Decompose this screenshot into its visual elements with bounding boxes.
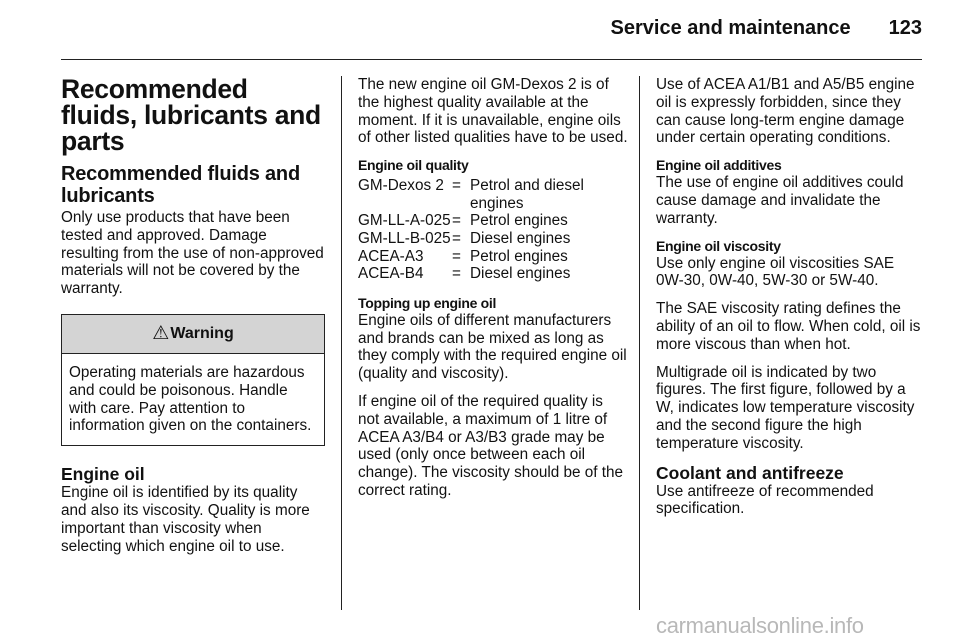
viscosity-paragraph-2: The SAE viscosity rating defines the ability of an oil to flow. When cold, oil is more viscous than when hot.	[656, 300, 921, 353]
engine-oil-paragraph: Engine oil is identified by its quality and also its viscosity. Quality is more important than viscosity when selecting which engine oil to use.	[61, 484, 310, 555]
column-2	[358, 76, 628, 510]
table-row	[358, 177, 628, 212]
equals-cell: =	[452, 247, 461, 265]
coolant-heading: Coolant and antifreeze	[656, 462, 844, 483]
warning-header	[62, 315, 324, 354]
oil-quality-table	[358, 177, 628, 283]
topping-up-heading: Topping up engine oil	[358, 294, 497, 311]
equals-cell: =	[452, 265, 461, 283]
warning-triangle-icon: ⚠	[152, 323, 170, 345]
table-row	[358, 212, 628, 230]
grade-cell: GM-LL-B-025	[358, 229, 451, 247]
warning-text: Operating materials are hazardous and could be poisonous. Handle with care. Pay attention to information given on the containers.	[69, 363, 312, 435]
viscosity-heading: Engine oil viscosity	[656, 237, 781, 254]
viscosity-paragraph-1: Use only engine oil viscosities SAE 0W-30, 0W-40, 5W-30 or 5W-40.	[656, 254, 895, 290]
topping-up-paragraph-1: Engine oils of different manufacturers and brands can be mixed as long as they comply with the required engine oil (quality and viscosity).	[358, 311, 627, 383]
forbidden-oil-paragraph: Use of ACEA A1/B1 and A5/B5 engine oil is expressly forbidden, since they can cause long-term engine damage under certain operating conditions.	[656, 76, 915, 147]
topping-up-paragraph-2: If engine oil of the required quality is not available, a maximum of 1 litre of ACEA A3/B4 or A3/B3 grade may be used (only once between each oil change). The viscosity should be of the correct rating.	[358, 392, 624, 499]
oil-quality-heading: Engine oil quality	[358, 157, 469, 174]
grade-cell: GM-LL-A-025	[358, 212, 451, 230]
watermark: carmanualsonline.info	[656, 613, 864, 638]
grade-cell: GM-Dexos 2	[358, 177, 444, 195]
additives-paragraph: The use of engine oil additives could cause damage and invalidate the warranty.	[656, 174, 904, 227]
use-cell: Petrol and diesel engines	[470, 177, 584, 212]
table-row	[358, 230, 628, 248]
table-row	[358, 248, 628, 266]
section-title: Recommended fluids, lubricants and parts	[61, 74, 321, 156]
use-cell: Diesel engines	[470, 229, 571, 247]
dexos-paragraph: The new engine oil GM-Dexos 2 is of the highest quality available at the moment. If it is unavailable, engine oils of other listed qualities have to be used.	[358, 76, 628, 147]
warning-title: Warning	[170, 325, 234, 343]
header-title: Service and maintenance	[610, 17, 851, 39]
equals-cell: =	[452, 177, 461, 195]
column-1	[61, 76, 325, 565]
page-number: 123	[888, 17, 922, 39]
use-cell: Petrol engines	[470, 247, 568, 265]
grade-cell: ACEA-A3	[358, 247, 424, 265]
viscosity-paragraph-3: Multigrade oil is indicated by two figures. The first figure, followed by a W, indicates low temperature viscosity and the second figure the high temperature viscosity.	[656, 363, 915, 452]
subsection-title: Recommended fluids and lubricants	[61, 163, 300, 207]
coolant-paragraph: Use antifreeze of recommended specification.	[656, 482, 874, 518]
page-header	[611, 17, 922, 40]
use-cell: Petrol engines	[470, 212, 568, 230]
additives-heading: Engine oil additives	[656, 157, 782, 174]
column-divider-2	[639, 76, 640, 610]
intro-paragraph: Only use products that have been tested and approved. Damage resulting from the use of non-approved materials will not be covered by the warranty.	[61, 209, 324, 298]
header-rule	[61, 59, 922, 60]
use-cell: Diesel engines	[470, 265, 571, 283]
engine-oil-heading: Engine oil	[61, 464, 145, 485]
grade-cell: ACEA-B4	[358, 265, 424, 283]
equals-cell: =	[452, 212, 461, 230]
column-3	[656, 76, 924, 528]
warning-box	[61, 314, 325, 446]
column-divider-1	[341, 76, 342, 610]
table-row	[358, 265, 628, 283]
equals-cell: =	[452, 229, 461, 247]
